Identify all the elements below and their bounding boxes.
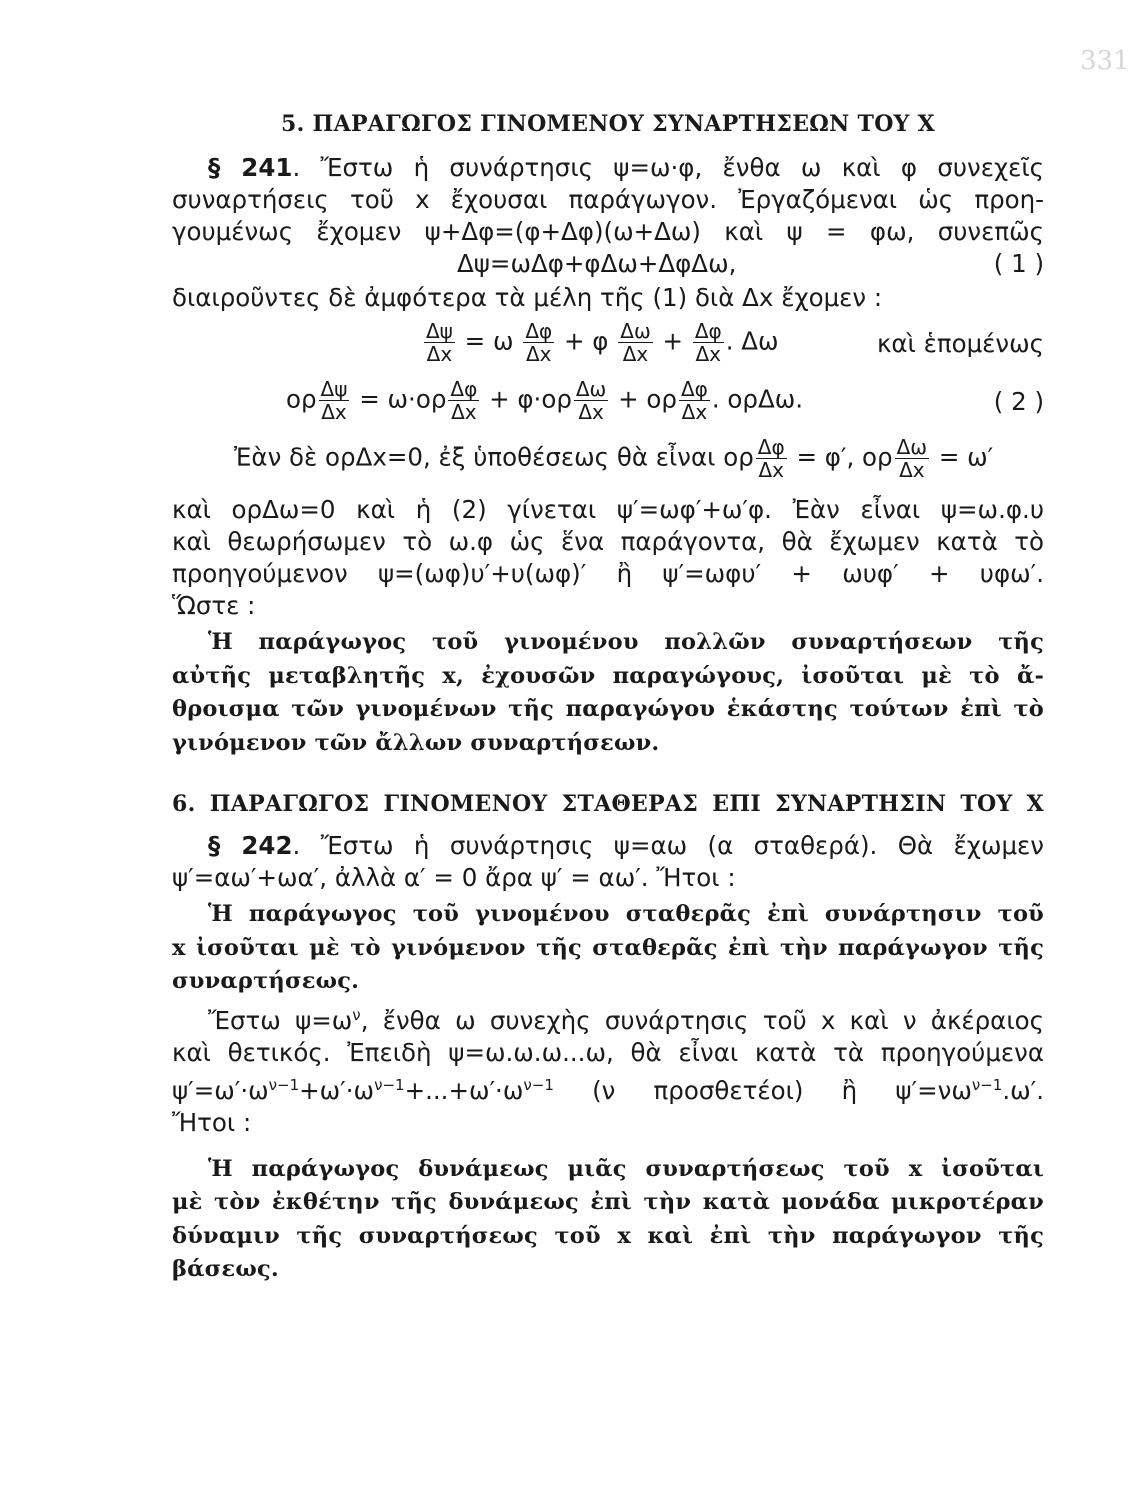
equation-ratio-body: $\frac{\Delta\psi}{\Delta x}$ = ω $\frac{\Delta\varphi}{\Delta x}$ + φ $\frac{\Delta\omega}{\Delta x}$ + $\frac{\Delta\varphi}{\Delta x}$ . Δω <box>426 319 779 366</box>
rule-product-derivative <box>172 626 1044 760</box>
paragraph-241-line-3: γουμένως ἔχομεν ψ+Δφ=(φ+Δφ)(ω+Δω) καὶ ψ = φω, συνεπῶς <box>172 217 1044 246</box>
rule-line: δύναμιν τῆς συναρτήσεως τοῦ x καὶ ἐπὶ τὴν παράγωγον τῆς <box>172 1222 1044 1249</box>
fraction: $\frac{\Delta\omega}{\Delta x}$ <box>896 435 928 482</box>
fraction: $\frac{\Delta\psi}{\Delta x}$ <box>320 377 348 424</box>
paragraph-number: § 242 <box>208 831 293 860</box>
fraction: $\frac{\Delta\varphi}{\Delta x}$ <box>694 319 722 366</box>
rule-line: Ἡ παράγωγος τοῦ γινομένου σταθερᾶς ἐπὶ συνάρτησιν τοῦ <box>208 901 1044 927</box>
fraction: $\frac{\Delta\varphi}{\Delta x}$ <box>680 377 708 424</box>
fraction: $\frac{\Delta\omega}{\Delta x}$ <box>620 319 651 366</box>
paragraph-power-line-2: καὶ θετικός. Ἐπειδὴ ψ=ω.ω.ω...ω, θὰ εἶναι κατὰ τὰ προηγούμενα <box>172 1037 1044 1067</box>
fraction: $\frac{\Delta\varphi}{\Delta x}$ <box>525 319 553 366</box>
rule-line: Ἡ παράγωγος δυνάμεως μιᾶς συναρτήσεως τοῦ x ἰσοῦται <box>208 1155 1044 1182</box>
equation-1-tag: ( 1 ) <box>993 249 1044 278</box>
equation-ratio <box>172 314 1044 372</box>
rule-line: θροισμα τῶν γινομένων τῆς παραγώγου ἑκάστης τούτων ἐπὶ τὸ <box>172 696 1044 722</box>
fraction: $\frac{\Delta\varphi}{\Delta x}$ <box>450 377 478 424</box>
page-number: 331 <box>1080 46 1130 76</box>
rule-line: συναρτήσεως. <box>172 968 360 994</box>
rule-line: γινόμενον τῶν ἄλλων συναρτήσεων. <box>172 729 660 756</box>
paragraph-241-line-10: καὶ θεωρήσωμεν τὸ ω.φ ὡς ἕνα παράγοντα, θὰ ἔχωμεν κατὰ τὸ <box>172 527 1044 556</box>
rule-line: βάσεως. <box>172 1256 279 1283</box>
rule-line: αὐτῆς μεταβλητῆς x, ἐχουσῶν παραγώγους, ἰσοῦται μὲ τὸ ἄ- <box>172 662 1044 689</box>
equation-2-tag: ( 2 ) <box>993 387 1044 416</box>
paragraph-text: . Ἔστω ἡ συνάρτησις ψ=αω (α σταθερά). Θὰ ἔχωμεν <box>292 831 1044 860</box>
paragraph-241-line-1 <box>172 152 1044 184</box>
page-body <box>172 108 1044 1287</box>
section-5-heading: 5. ΠΑΡΑΓΩΓΟΣ ΓΙΝΟΜΕΝΟΥ ΣΥΝΑΡΤΗΣΕΩΝ ΤΟΥ Χ <box>280 111 935 137</box>
rule-line: Ἡ παράγωγος τοῦ γινομένου πολλῶν συναρτήσεων τῆς <box>208 629 1044 655</box>
fraction: $\frac{\Delta\varphi}{\Delta x}$ <box>757 435 785 482</box>
section-6-heading: 6. ΠΑΡΑΓΩΓΟΣ ΓΙΝΟΜΕΝΟΥ ΣΤΑΘΕΡΑΣ ΕΠΙ ΣΥΝΑΡΤΗΣΙΝ ΤΟΥ Χ <box>172 791 1044 817</box>
fraction: $\frac{\Delta\omega}{\Delta x}$ <box>575 377 607 424</box>
paragraph-241-line-11: προηγούμενον ψ=(ωφ)υ′+υ(ωφ)′ ἢ ψ′=ωφυ′ + ωυφ′ + υφω′. <box>172 559 1044 588</box>
paragraph-242-line-1 <box>172 830 1044 862</box>
paragraph-241-line-12: Ὥστε : <box>172 591 256 620</box>
paragraph-text: . Ἔστω ἡ συνάρτησις ψ=ω·φ, ἔνθα ω καὶ φ συνεχεῖς <box>292 153 1045 182</box>
equation-2 <box>172 372 1044 430</box>
paragraph-number: § 241 <box>208 153 293 182</box>
paragraph-241-line-2: συναρτήσεις τοῦ x ἔχουσαι παράγωγον. Ἐργαζόμεναι ὡς προη- <box>172 185 1044 214</box>
equation-2-body: ορ $\frac{\Delta\psi}{\Delta x}$ = ω·ορ $\frac{\Delta\varphi}{\Delta x}$ + φ·ορ $\frac{\Delta\omega}{\Delta x}$ + ορ $\frac{\Delta\varphi}{\Delta x}$ . ορΔω. <box>286 377 804 424</box>
rule-constant-derivative <box>172 898 1044 999</box>
rule-power-derivative <box>172 1153 1044 1287</box>
paragraph-241-line-9: καὶ ορΔω=0 καὶ ἡ (2) γίνεται ψ′=ωφ′+ω′φ. Ἐὰν εἶναι ψ=ω.φ.υ <box>172 495 1044 524</box>
equation-ratio-right: καὶ ἑπομένως <box>876 329 1044 358</box>
paragraph-241-line-5: διαιροῦντες δὲ ἀμφότερα τὰ μέλη τῆς (1) διὰ Δx ἔχομεν : <box>172 283 883 312</box>
paragraph-power-line-3: $\psi'=\omega'\cdot\omega^{\nu-1}+\omega'\cdot\omega^{\nu-1}+...+\omega'\cdot\omega^{\nu-1}$ (ν προσθετέοι) ἢ $\psi'=\nu\omega^{\nu-1}.\omega'$. <box>172 1075 1044 1105</box>
equation-1-body: Δψ=ωΔφ+φΔω+ΔφΔω, <box>457 249 737 278</box>
rule-line: μὲ τὸν ἐκθέτην τῆς δυνάμεως ἐπὶ τὴν κατὰ μονάδα μικροτέραν <box>172 1189 1044 1216</box>
equation-limits <box>172 430 1044 488</box>
rule-line: x ἰσοῦται μὲ τὸ γινόμενον τῆς σταθερᾶς ἐπὶ τὴν παράγωγον τῆς <box>172 934 1044 961</box>
paragraph-power-line-4: Ἤτοι : <box>172 1107 252 1137</box>
paragraph-power-line-1: Ἔστω $\psi=\omega^\nu$, ἔνθα ω συνεχὴς συνάρτησις τοῦ x καὶ ν ἀκέραιος <box>208 1005 1044 1035</box>
equation-limits-body: Ἐὰν δὲ ορΔx=0, ἐξ ὑποθέσεως θὰ εἶναι ορ $\frac{\Delta\varphi}{\Delta x}$ = φ′, ορ $\frac{\Delta\omega}{\Delta x}$ = ω′ <box>234 435 994 482</box>
equation-1 <box>172 248 1044 282</box>
fraction: $\frac{\Delta\psi}{\Delta x}$ <box>426 319 453 366</box>
paragraph-242-line-2: ψ′=αω′+ωα′, ἀλλὰ α′ = 0 ἄρα ψ′ = αω′. Ἤτοι : <box>172 863 736 892</box>
